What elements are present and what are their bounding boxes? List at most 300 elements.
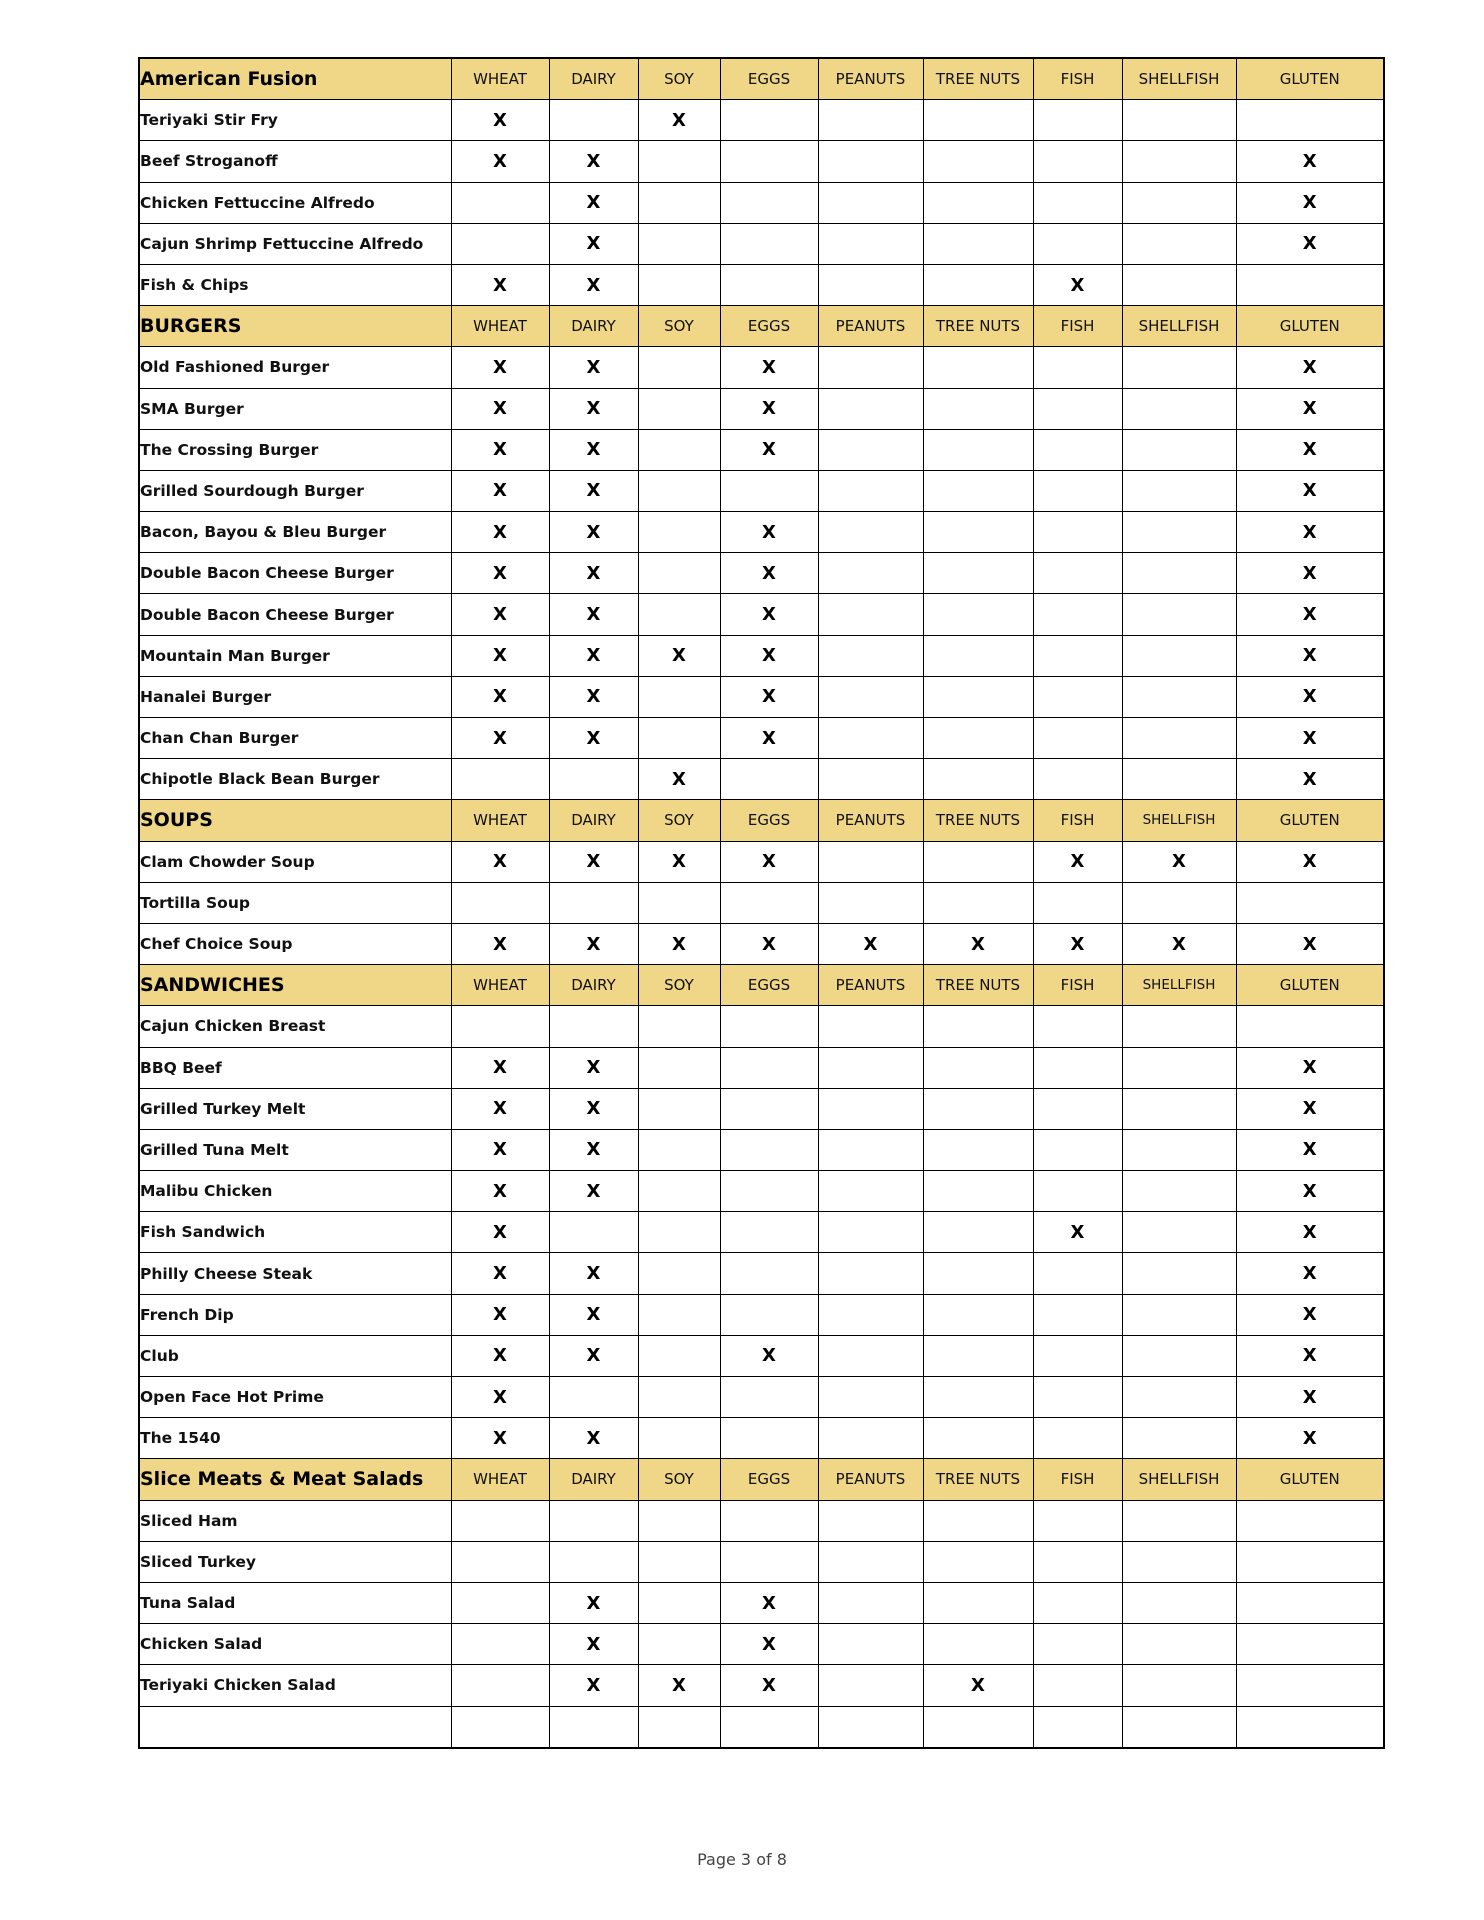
allergen-cell-soy (638, 470, 720, 511)
column-header-eggs: EGGS (720, 306, 818, 347)
allergen-cell-fish (1033, 676, 1122, 717)
allergen-cell-fish (1033, 1624, 1122, 1665)
allergen-cell-eggs: X (720, 676, 818, 717)
section-title: SOUPS (139, 800, 451, 841)
allergen-cell-fish (1033, 141, 1122, 182)
allergen-cell-wheat: X (451, 1088, 549, 1129)
allergen-cell-eggs (720, 470, 818, 511)
allergen-cell-gluten: X (1236, 718, 1384, 759)
column-header-gluten: GLUTEN (1236, 965, 1384, 1006)
menu-item-name: Chef Choice Soup (139, 923, 451, 964)
allergen-cell-fish (1033, 1418, 1122, 1459)
allergen-cell-wheat: X (451, 1253, 549, 1294)
allergen-cell-fish (1033, 553, 1122, 594)
allergen-cell-gluten: X (1236, 553, 1384, 594)
allergen-cell-dairy: X (549, 223, 638, 264)
allergen-cell-tree-nuts (923, 100, 1033, 141)
allergen-cell-wheat (451, 759, 549, 800)
table-row (139, 882, 1384, 923)
column-header-soy: SOY (638, 800, 720, 841)
allergen-cell-tree-nuts: X (923, 1665, 1033, 1706)
table-row (139, 1294, 1384, 1335)
allergen-cell-fish: X (1033, 841, 1122, 882)
allergen-cell-fish (1033, 1006, 1122, 1047)
allergen-cell-dairy: X (549, 388, 638, 429)
section-header-row (139, 306, 1384, 347)
allergen-cell-wheat: X (451, 676, 549, 717)
allergen-cell-wheat: X (451, 1212, 549, 1253)
allergen-cell-fish (1033, 1541, 1122, 1582)
allergen-cell-wheat: X (451, 470, 549, 511)
allergen-cell-fish (1033, 1088, 1122, 1129)
column-header-eggs: EGGS (720, 800, 818, 841)
table-row (139, 1047, 1384, 1088)
allergen-cell-shellfish (1122, 182, 1236, 223)
menu-item-name: Chicken Fettuccine Alfredo (139, 182, 451, 223)
allergen-cell-eggs: X (720, 553, 818, 594)
allergen-cell-dairy: X (549, 1047, 638, 1088)
allergen-cell-wheat: X (451, 1047, 549, 1088)
allergen-cell-dairy: X (549, 1088, 638, 1129)
table-row (139, 1088, 1384, 1129)
menu-item-name: Bacon, Bayou & Bleu Burger (139, 512, 451, 553)
allergen-cell-dairy: X (549, 718, 638, 759)
allergen-cell-shellfish (1122, 594, 1236, 635)
allergen-cell-shellfish (1122, 1129, 1236, 1170)
allergen-cell-fish (1033, 1047, 1122, 1088)
column-header-soy: SOY (638, 306, 720, 347)
column-header-fish: FISH (1033, 306, 1122, 347)
allergen-cell-gluten: X (1236, 1212, 1384, 1253)
allergen-cell-peanuts (818, 223, 923, 264)
allergen-cell-dairy: X (549, 553, 638, 594)
allergen-cell-tree-nuts (923, 1294, 1033, 1335)
menu-item-name: Fish Sandwich (139, 1212, 451, 1253)
allergen-cell-shellfish (1122, 676, 1236, 717)
allergen-cell-eggs (720, 1377, 818, 1418)
allergen-cell-tree-nuts (923, 429, 1033, 470)
table-row (139, 347, 1384, 388)
allergen-cell-fish (1033, 759, 1122, 800)
column-header-peanuts: PEANUTS (818, 965, 923, 1006)
allergen-cell-dairy: X (549, 1582, 638, 1623)
allergen-cell-soy (638, 718, 720, 759)
allergen-cell-gluten (1236, 1706, 1384, 1748)
allergen-cell-shellfish (1122, 1047, 1236, 1088)
allergen-cell-shellfish (1122, 470, 1236, 511)
allergen-cell-soy (638, 1047, 720, 1088)
column-header-shellfish: SHELLFISH (1122, 1459, 1236, 1500)
allergen-cell-eggs: X (720, 841, 818, 882)
allergen-cell-fish (1033, 1294, 1122, 1335)
menu-item-name: SMA Burger (139, 388, 451, 429)
allergen-cell-peanuts (818, 676, 923, 717)
table-row (139, 1418, 1384, 1459)
allergen-cell-fish (1033, 882, 1122, 923)
allergen-cell-eggs (720, 1500, 818, 1541)
allergen-cell-peanuts (818, 512, 923, 553)
allergen-cell-peanuts (818, 1171, 923, 1212)
menu-item-name: Grilled Tuna Melt (139, 1129, 451, 1170)
allergen-cell-peanuts (818, 429, 923, 470)
section-title: Slice Meats & Meat Salads (139, 1459, 451, 1500)
allergen-cell-soy: X (638, 100, 720, 141)
allergen-cell-soy (638, 1541, 720, 1582)
allergen-cell-shellfish (1122, 1665, 1236, 1706)
allergen-cell-soy (638, 1253, 720, 1294)
table-row (139, 1171, 1384, 1212)
allergen-cell-soy: X (638, 635, 720, 676)
allergen-cell-wheat: X (451, 141, 549, 182)
allergen-cell-tree-nuts (923, 1088, 1033, 1129)
allergen-cell-peanuts (818, 1294, 923, 1335)
table-row (139, 1541, 1384, 1582)
allergen-cell-gluten: X (1236, 1129, 1384, 1170)
allergen-cell-peanuts (818, 1706, 923, 1748)
allergen-cell-peanuts (818, 1212, 923, 1253)
allergen-cell-eggs (720, 1047, 818, 1088)
allergen-cell-gluten: X (1236, 923, 1384, 964)
allergen-cell-gluten: X (1236, 1377, 1384, 1418)
allergen-cell-wheat: X (451, 1377, 549, 1418)
allergen-cell-eggs: X (720, 512, 818, 553)
table-row (139, 1129, 1384, 1170)
allergen-cell-peanuts (818, 1006, 923, 1047)
allergen-cell-peanuts (818, 1047, 923, 1088)
allergen-cell-fish (1033, 100, 1122, 141)
allergen-cell-tree-nuts (923, 264, 1033, 305)
column-header-soy: SOY (638, 965, 720, 1006)
allergen-cell-eggs (720, 1088, 818, 1129)
allergen-cell-tree-nuts (923, 553, 1033, 594)
allergen-cell-gluten: X (1236, 1335, 1384, 1376)
allergen-cell-peanuts (818, 1500, 923, 1541)
allergen-cell-tree-nuts (923, 1500, 1033, 1541)
menu-item-name: Tuna Salad (139, 1582, 451, 1623)
table-row (139, 1212, 1384, 1253)
allergen-cell-soy (638, 182, 720, 223)
allergen-cell-dairy (549, 1500, 638, 1541)
allergen-cell-eggs: X (720, 1624, 818, 1665)
table-row (139, 512, 1384, 553)
allergen-cell-peanuts (818, 759, 923, 800)
allergen-cell-eggs (720, 223, 818, 264)
allergen-cell-fish (1033, 388, 1122, 429)
allergen-cell-peanuts (818, 553, 923, 594)
allergen-cell-shellfish (1122, 347, 1236, 388)
column-header-soy: SOY (638, 58, 720, 100)
allergen-cell-soy (638, 1500, 720, 1541)
allergen-cell-eggs: X (720, 429, 818, 470)
menu-item-name: Cajun Shrimp Fettuccine Alfredo (139, 223, 451, 264)
table-row (139, 470, 1384, 511)
allergen-cell-fish (1033, 1665, 1122, 1706)
allergen-cell-gluten: X (1236, 512, 1384, 553)
allergen-cell-tree-nuts (923, 1624, 1033, 1665)
allergen-cell-peanuts (818, 1335, 923, 1376)
allergen-cell-dairy: X (549, 1624, 638, 1665)
allergen-cell-tree-nuts (923, 512, 1033, 553)
allergen-cell-soy (638, 676, 720, 717)
allergen-cell-fish (1033, 1706, 1122, 1748)
allergen-cell-peanuts (818, 635, 923, 676)
menu-item-name: Beef Stroganoff (139, 141, 451, 182)
section-title: BURGERS (139, 306, 451, 347)
allergen-chart (138, 57, 1383, 1749)
menu-item-name: Double Bacon Cheese Burger (139, 594, 451, 635)
allergen-cell-dairy: X (549, 1294, 638, 1335)
allergen-cell-wheat (451, 182, 549, 223)
allergen-cell-peanuts (818, 1665, 923, 1706)
allergen-cell-fish (1033, 1582, 1122, 1623)
table-row (139, 635, 1384, 676)
column-header-tree-nuts: TREE NUTS (923, 306, 1033, 347)
allergen-cell-gluten: X (1236, 347, 1384, 388)
table-row (139, 1582, 1384, 1623)
allergen-cell-soy (638, 429, 720, 470)
allergen-cell-soy (638, 882, 720, 923)
column-header-tree-nuts: TREE NUTS (923, 1459, 1033, 1500)
menu-item-name: Chicken Salad (139, 1624, 451, 1665)
allergen-cell-shellfish: X (1122, 841, 1236, 882)
allergen-cell-soy (638, 1006, 720, 1047)
menu-item-name: Clam Chowder Soup (139, 841, 451, 882)
allergen-cell-wheat: X (451, 594, 549, 635)
allergen-cell-dairy (549, 1541, 638, 1582)
allergen-cell-peanuts (818, 1253, 923, 1294)
allergen-cell-fish (1033, 223, 1122, 264)
allergen-cell-gluten: X (1236, 594, 1384, 635)
allergen-cell-tree-nuts: X (923, 923, 1033, 964)
allergen-cell-peanuts (818, 1088, 923, 1129)
allergen-cell-soy (638, 264, 720, 305)
table-row (139, 1335, 1384, 1376)
allergen-cell-soy (638, 388, 720, 429)
allergen-cell-dairy: X (549, 182, 638, 223)
allergen-cell-dairy: X (549, 1129, 638, 1170)
menu-item-name: Sliced Turkey (139, 1541, 451, 1582)
column-header-wheat: WHEAT (451, 800, 549, 841)
allergen-cell-wheat: X (451, 841, 549, 882)
allergen-cell-peanuts (818, 1418, 923, 1459)
allergen-cell-shellfish (1122, 718, 1236, 759)
allergen-cell-fish (1033, 182, 1122, 223)
allergen-cell-shellfish (1122, 1500, 1236, 1541)
allergen-cell-gluten: X (1236, 1294, 1384, 1335)
allergen-cell-eggs: X (720, 1335, 818, 1376)
allergen-cell-shellfish (1122, 1171, 1236, 1212)
allergen-cell-fish (1033, 1500, 1122, 1541)
allergen-cell-dairy (549, 1377, 638, 1418)
allergen-cell-soy (638, 1418, 720, 1459)
allergen-cell-gluten (1236, 100, 1384, 141)
allergen-cell-gluten (1236, 882, 1384, 923)
allergen-cell-wheat: X (451, 264, 549, 305)
allergen-cell-eggs (720, 1706, 818, 1748)
allergen-cell-tree-nuts (923, 1253, 1033, 1294)
allergen-cell-soy (638, 1171, 720, 1212)
allergen-cell-soy (638, 1294, 720, 1335)
allergen-cell-tree-nuts (923, 141, 1033, 182)
allergen-cell-soy (638, 1377, 720, 1418)
allergen-cell-dairy (549, 1706, 638, 1748)
table-row (139, 841, 1384, 882)
table-row (139, 1500, 1384, 1541)
allergen-cell-peanuts (818, 141, 923, 182)
allergen-cell-wheat: X (451, 1171, 549, 1212)
column-header-tree-nuts: TREE NUTS (923, 58, 1033, 100)
allergen-cell-shellfish (1122, 100, 1236, 141)
allergen-cell-soy (638, 553, 720, 594)
allergen-cell-soy (638, 141, 720, 182)
allergen-cell-wheat (451, 1706, 549, 1748)
allergen-cell-peanuts (818, 1377, 923, 1418)
allergen-cell-wheat: X (451, 1335, 549, 1376)
allergen-cell-shellfish (1122, 759, 1236, 800)
allergen-cell-gluten (1236, 1006, 1384, 1047)
menu-item-name: Grilled Sourdough Burger (139, 470, 451, 511)
table-row (139, 1706, 1384, 1748)
allergen-cell-peanuts (818, 388, 923, 429)
column-header-wheat: WHEAT (451, 58, 549, 100)
allergen-cell-shellfish (1122, 141, 1236, 182)
allergen-cell-wheat: X (451, 1418, 549, 1459)
allergen-cell-eggs (720, 1212, 818, 1253)
section-title: SANDWICHES (139, 965, 451, 1006)
allergen-cell-tree-nuts (923, 223, 1033, 264)
table-row (139, 1377, 1384, 1418)
allergen-cell-tree-nuts (923, 1377, 1033, 1418)
column-header-fish: FISH (1033, 58, 1122, 100)
allergen-cell-wheat: X (451, 635, 549, 676)
column-header-wheat: WHEAT (451, 1459, 549, 1500)
table-row (139, 1624, 1384, 1665)
allergen-cell-shellfish (1122, 388, 1236, 429)
allergen-cell-soy (638, 1335, 720, 1376)
allergen-cell-tree-nuts (923, 1418, 1033, 1459)
column-header-eggs: EGGS (720, 1459, 818, 1500)
allergen-cell-wheat (451, 1541, 549, 1582)
allergen-cell-tree-nuts (923, 1006, 1033, 1047)
allergen-cell-dairy (549, 100, 638, 141)
allergen-cell-eggs (720, 1006, 818, 1047)
allergen-cell-wheat (451, 1665, 549, 1706)
section-header-row (139, 800, 1384, 841)
allergen-cell-shellfish (1122, 512, 1236, 553)
allergen-cell-dairy: X (549, 429, 638, 470)
allergen-cell-dairy (549, 759, 638, 800)
allergen-cell-dairy: X (549, 676, 638, 717)
allergen-cell-shellfish (1122, 882, 1236, 923)
allergen-cell-eggs (720, 1253, 818, 1294)
menu-item-name: Teriyaki Chicken Salad (139, 1665, 451, 1706)
section-header-row (139, 58, 1384, 100)
allergen-cell-soy (638, 1624, 720, 1665)
allergen-cell-wheat: X (451, 1294, 549, 1335)
allergen-cell-tree-nuts (923, 388, 1033, 429)
allergen-table (138, 57, 1385, 1749)
allergen-cell-shellfish (1122, 1253, 1236, 1294)
allergen-cell-wheat (451, 223, 549, 264)
allergen-cell-eggs (720, 1171, 818, 1212)
allergen-cell-soy (638, 347, 720, 388)
allergen-cell-wheat (451, 1582, 549, 1623)
allergen-cell-dairy: X (549, 841, 638, 882)
allergen-cell-fish: X (1033, 923, 1122, 964)
allergen-cell-fish (1033, 718, 1122, 759)
menu-item-name: Mountain Man Burger (139, 635, 451, 676)
allergen-cell-fish (1033, 429, 1122, 470)
allergen-cell-gluten (1236, 1582, 1384, 1623)
column-header-wheat: WHEAT (451, 306, 549, 347)
allergen-cell-gluten: X (1236, 429, 1384, 470)
menu-item-name: Chan Chan Burger (139, 718, 451, 759)
allergen-cell-tree-nuts (923, 1541, 1033, 1582)
column-header-gluten: GLUTEN (1236, 800, 1384, 841)
allergen-cell-soy: X (638, 759, 720, 800)
column-header-shellfish: SHELLFISH (1122, 800, 1236, 841)
allergen-cell-eggs: X (720, 1665, 818, 1706)
allergen-cell-shellfish (1122, 1541, 1236, 1582)
allergen-cell-wheat: X (451, 429, 549, 470)
allergen-cell-peanuts (818, 182, 923, 223)
allergen-cell-soy (638, 1706, 720, 1748)
allergen-cell-peanuts (818, 1582, 923, 1623)
allergen-cell-gluten: X (1236, 223, 1384, 264)
allergen-cell-peanuts: X (818, 923, 923, 964)
allergen-cell-shellfish (1122, 223, 1236, 264)
column-header-dairy: DAIRY (549, 965, 638, 1006)
allergen-cell-wheat: X (451, 1129, 549, 1170)
allergen-cell-soy (638, 594, 720, 635)
allergen-cell-eggs (720, 759, 818, 800)
allergen-cell-gluten: X (1236, 1088, 1384, 1129)
column-header-dairy: DAIRY (549, 58, 638, 100)
allergen-cell-tree-nuts (923, 1171, 1033, 1212)
allergen-cell-tree-nuts (923, 594, 1033, 635)
allergen-cell-dairy: X (549, 1335, 638, 1376)
allergen-cell-eggs: X (720, 388, 818, 429)
menu-item-name: Grilled Turkey Melt (139, 1088, 451, 1129)
column-header-shellfish: SHELLFISH (1122, 306, 1236, 347)
allergen-cell-eggs: X (720, 635, 818, 676)
allergen-cell-soy (638, 1088, 720, 1129)
allergen-cell-wheat: X (451, 718, 549, 759)
allergen-cell-tree-nuts (923, 1047, 1033, 1088)
allergen-cell-shellfish (1122, 553, 1236, 594)
allergen-cell-fish (1033, 512, 1122, 553)
allergen-cell-soy (638, 1582, 720, 1623)
allergen-cell-gluten: X (1236, 1171, 1384, 1212)
allergen-cell-eggs (720, 1541, 818, 1582)
allergen-cell-shellfish (1122, 1088, 1236, 1129)
allergen-cell-eggs: X (720, 1582, 818, 1623)
allergen-cell-soy (638, 1212, 720, 1253)
allergen-cell-soy: X (638, 1665, 720, 1706)
allergen-cell-fish (1033, 594, 1122, 635)
column-header-dairy: DAIRY (549, 306, 638, 347)
table-row (139, 718, 1384, 759)
allergen-cell-gluten: X (1236, 759, 1384, 800)
allergen-cell-fish: X (1033, 1212, 1122, 1253)
section-header-row (139, 965, 1384, 1006)
allergen-cell-gluten (1236, 1541, 1384, 1582)
column-header-eggs: EGGS (720, 965, 818, 1006)
allergen-cell-dairy: X (549, 347, 638, 388)
column-header-peanuts: PEANUTS (818, 58, 923, 100)
page-number: Page 3 of 8 (697, 1850, 787, 1869)
allergen-cell-wheat (451, 1006, 549, 1047)
